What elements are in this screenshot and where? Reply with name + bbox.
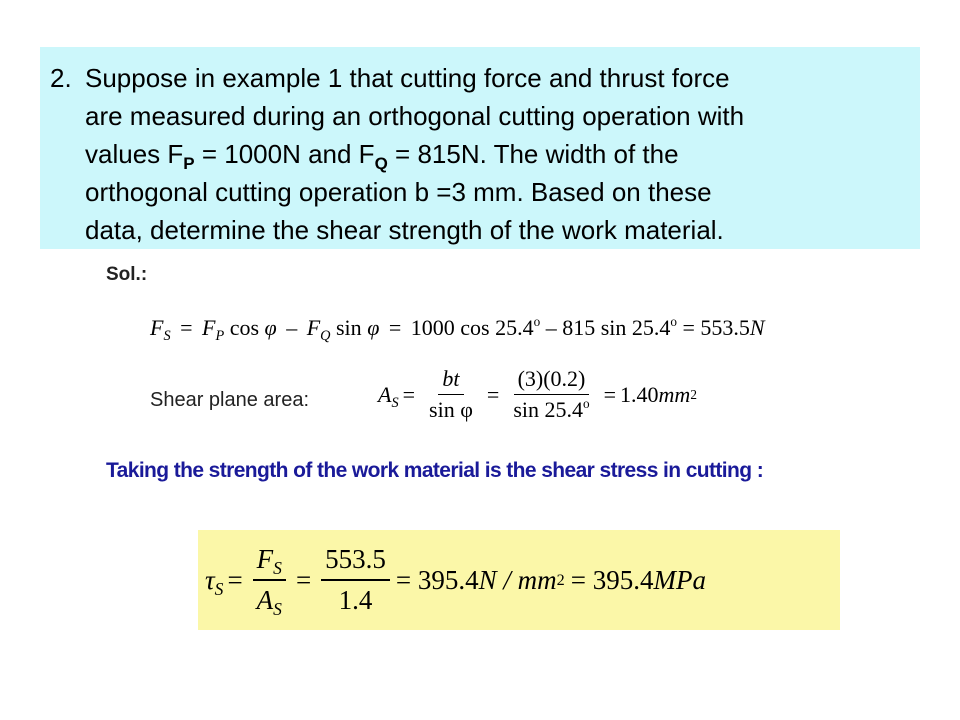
problem-line-2: are measured during an orthogonal cutting operation with xyxy=(85,101,745,131)
shear-plane-label: Shear plane area: xyxy=(150,389,310,411)
area-result: 1.40 xyxy=(620,381,659,407)
unit-n-mm: N / mm xyxy=(478,564,557,595)
values-numerator: (3)(0.2) xyxy=(514,366,590,395)
fq-symbol: F xyxy=(306,315,321,340)
as-sub: S xyxy=(391,394,399,411)
problem-line-1: Suppose in example 1 that cutting force and thrust force xyxy=(85,63,730,93)
equals-sign-3: = xyxy=(402,381,416,407)
fp-symbol: F xyxy=(202,315,216,340)
unit-mm: mm xyxy=(658,381,691,407)
solution-label: Sol.: xyxy=(106,264,148,285)
fraction-values xyxy=(509,366,593,423)
fs-sub: S xyxy=(163,328,171,344)
problem-line-3a: values F xyxy=(85,139,184,169)
stress-mid: = 395.4 xyxy=(395,564,479,595)
sin-value: – 815 sin 25.4 xyxy=(545,315,671,340)
degree-3: o xyxy=(583,395,590,411)
unit-mpa: MPa xyxy=(653,564,706,595)
equals-sign-5: = xyxy=(603,381,617,407)
cos-value: 1000 cos 25.4 xyxy=(410,315,534,340)
fs-numerator: F xyxy=(256,544,274,574)
area-denominator: 1.4 xyxy=(338,585,373,615)
fp-sub: P xyxy=(215,328,225,344)
problem-line-5: data, determine the shear strength of the work material. xyxy=(85,215,724,245)
taking-text: Taking the strength of the work material is the shear stress in cutting : xyxy=(106,459,764,482)
subscript-q: Q xyxy=(374,154,388,173)
problem-number: 2. xyxy=(50,63,72,93)
fraction-numbers xyxy=(321,544,390,616)
as-denominator-sub: S xyxy=(273,599,282,620)
tau-sub: S xyxy=(214,578,224,599)
equals-sign-4: = xyxy=(486,381,500,407)
fs-symbol: F xyxy=(150,315,164,340)
problem-box xyxy=(40,47,920,249)
sin-angle-denominator: sin 25.4 xyxy=(513,397,584,422)
problem-statement xyxy=(85,59,915,249)
unit-n: N xyxy=(749,315,765,340)
bt-numerator: bt xyxy=(442,366,460,391)
phi-symbol: φ xyxy=(264,315,277,340)
fraction-bt xyxy=(425,366,477,423)
problem-line-3c: = 815N. The width of the xyxy=(387,139,679,169)
phi-symbol-2: φ xyxy=(367,315,380,340)
cos-fn: cos xyxy=(229,315,260,340)
equals-sign-2: = xyxy=(388,315,402,340)
fq-sub: Q xyxy=(320,328,331,344)
sin-phi-denominator: sin φ xyxy=(429,397,473,422)
equals-sign-6: = xyxy=(227,564,243,595)
shear-force-result: = 553.5 xyxy=(682,315,750,340)
degree-2: o xyxy=(670,313,677,329)
sin-fn: sin xyxy=(336,315,362,340)
problem-line-4: orthogonal cutting operation b =3 mm. Based on these xyxy=(85,177,712,207)
degree-1: o xyxy=(533,313,541,329)
as-symbol: A xyxy=(378,381,392,407)
fraction-fs-as xyxy=(253,544,286,620)
minus-sign: – xyxy=(286,315,298,340)
problem-line-3 xyxy=(85,135,915,173)
force-numerator: 553.5 xyxy=(321,544,390,581)
stress-final: = 395.4 xyxy=(570,564,654,595)
shear-stress-equation: $\tau_S$ = $\frac{F_S}{A_S}$ = $\frac{553.5}{1.4}$ = 395.4 N / mm 2 = 395.4 MPa xyxy=(205,544,706,620)
shear-area-equation: $A_S$ = $\frac{bt}{\text{sin φ}}$ = $\frac{(3)(0.2)}{\sin 25.4^o}$ = 1.40 mm 2 xyxy=(378,366,697,422)
equals-sign-7: = xyxy=(295,564,312,595)
fs-numerator-sub: S xyxy=(273,558,282,579)
shear-force-equation xyxy=(150,313,765,344)
equals-sign: = xyxy=(180,315,193,340)
as-denominator: A xyxy=(256,585,274,615)
subscript-p: P xyxy=(183,154,195,173)
tau-symbol: τ xyxy=(205,564,215,595)
problem-line-3b: = 1000N and F xyxy=(194,139,375,169)
